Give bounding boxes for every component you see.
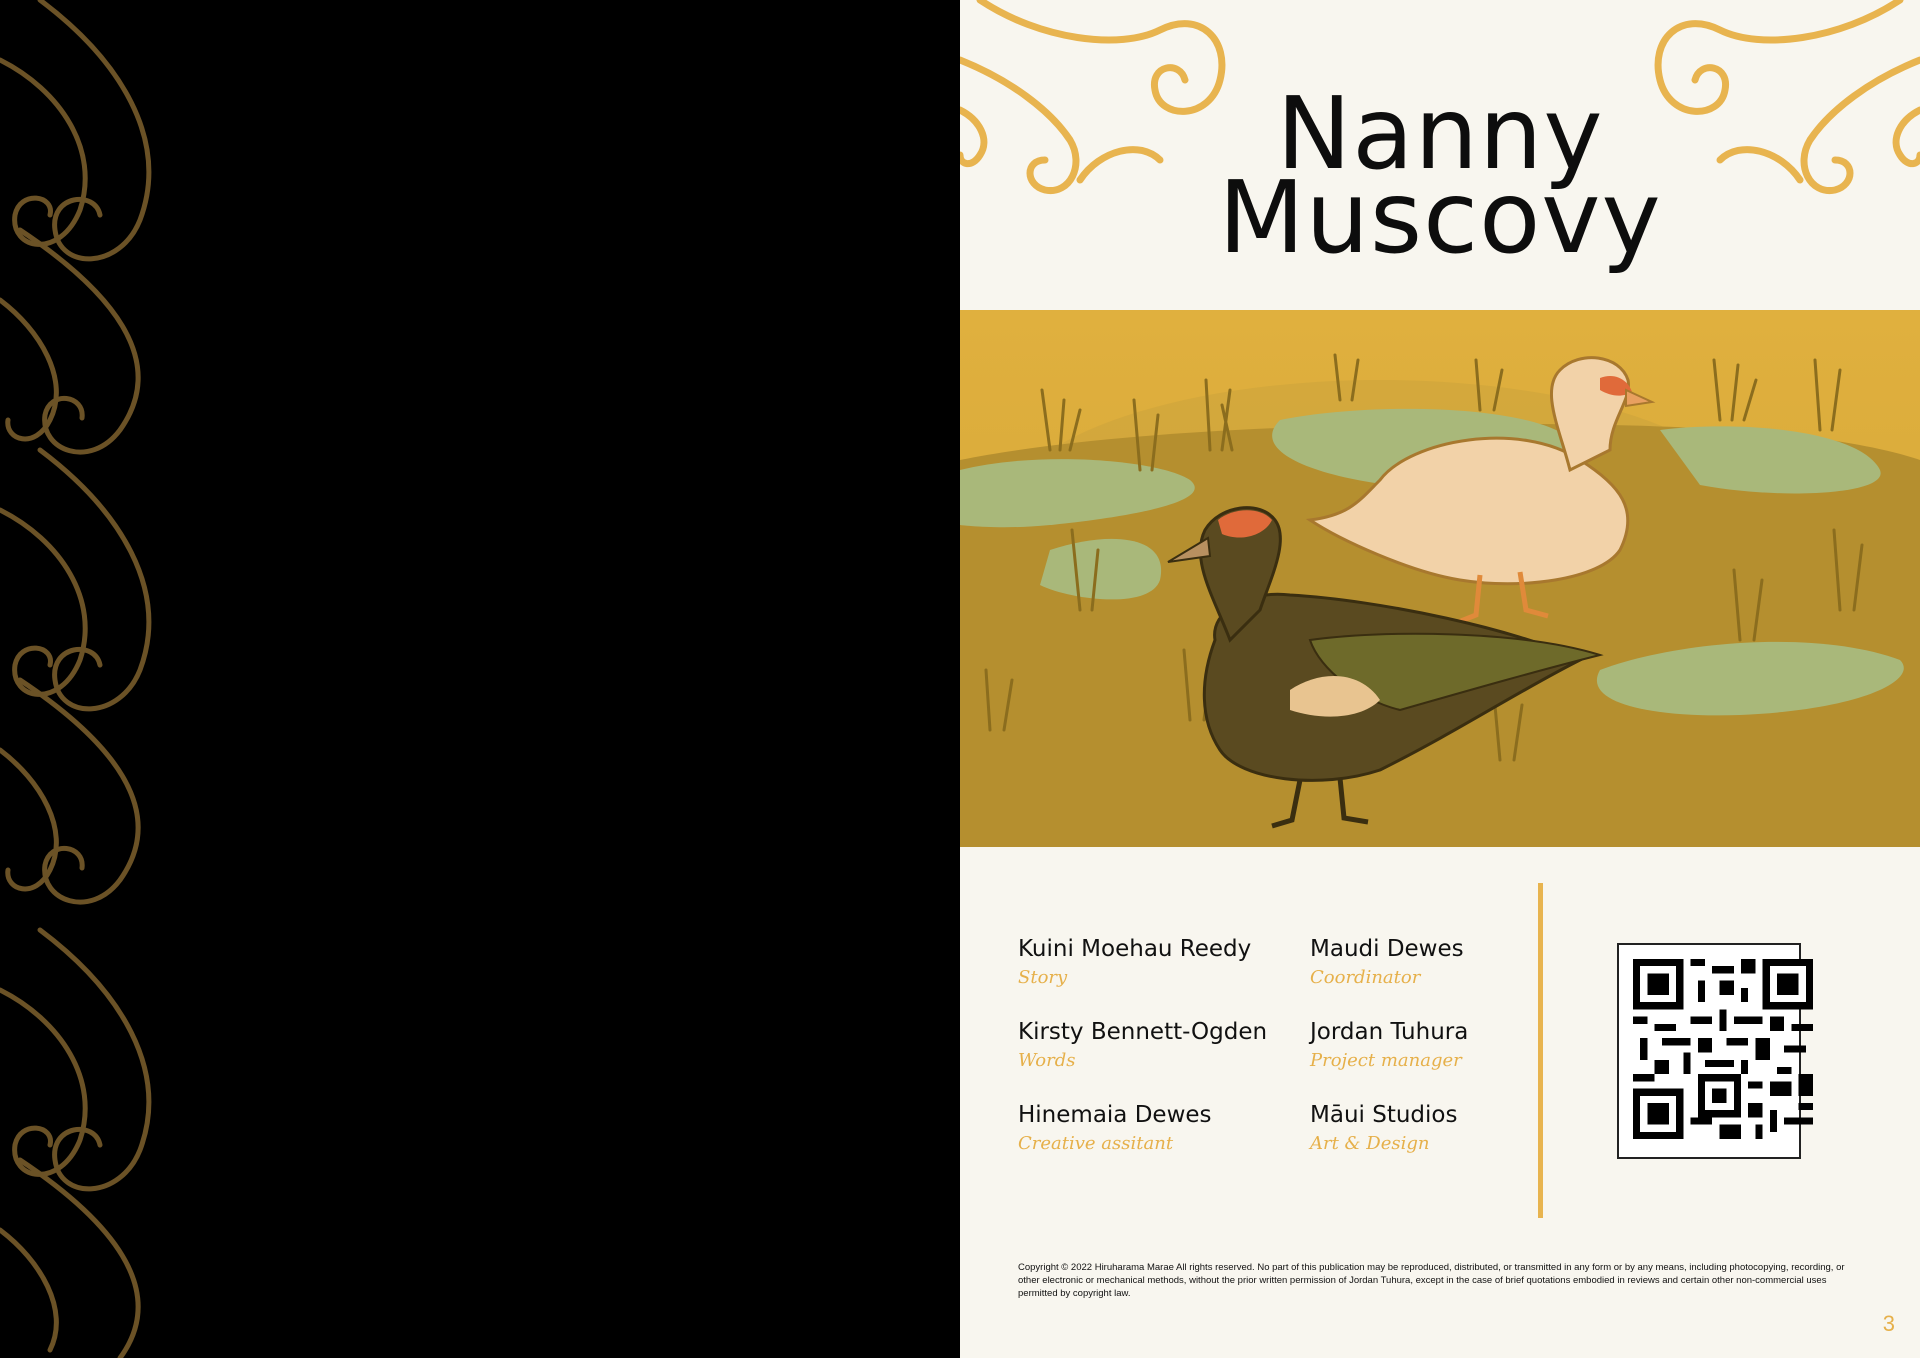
credit-item <box>1018 1101 1298 1159</box>
koru-swirl <box>0 930 149 1358</box>
credit-name: Māui Studios <box>1310 1102 1458 1128</box>
credit-name: Jordan Tuhura <box>1310 1019 1469 1045</box>
page-number: 3 <box>1882 1311 1895 1336</box>
book-title-line2: Muscovy <box>1218 159 1662 276</box>
koru-swirl <box>0 450 149 902</box>
credit-role: Creative assitant <box>1018 1133 1174 1154</box>
credit-role: Art & Design <box>1310 1133 1430 1154</box>
credit-name: Kuini Moehau Reedy <box>1018 936 1252 962</box>
book-title-line1: Nanny <box>1276 75 1604 192</box>
credit-item <box>1018 1018 1298 1076</box>
credit-item <box>1310 1018 1590 1076</box>
right-page <box>960 0 1920 1358</box>
credit-role: Words <box>1018 1050 1076 1071</box>
copyright-notice: Copyright © 2022 Hiruharama Marae All rights reserved. No part of this publication may be reproduced, distributed, or transmitted in any form or by any means, including photocopying, recording, or other electronic or mechanical methods, without the prior written permission of Jordan Tuhura, except in the case of brief quotations embodied in reviews and certain other non-commercial uses permitted by copyright law. <box>1018 1262 1845 1299</box>
credit-name: Kirsty Bennett-Ogden <box>1018 1019 1268 1045</box>
qr-code-icon[interactable] <box>1617 943 1801 1159</box>
credits-section <box>1018 935 1578 1195</box>
credit-item <box>1310 1101 1590 1159</box>
muscovy-ducks-illustration <box>960 310 1920 847</box>
credit-item <box>1310 935 1590 993</box>
credit-role: Project manager <box>1310 1050 1462 1071</box>
qr-code-icon <box>1633 959 1813 1139</box>
credit-item <box>1018 935 1298 993</box>
credit-name: Maudi Dewes <box>1310 936 1464 962</box>
koru-border-pattern <box>0 0 200 1358</box>
credit-role: Coordinator <box>1310 967 1421 988</box>
vertical-divider <box>1538 883 1543 1218</box>
credit-role: Story <box>1018 967 1068 988</box>
koru-swirl <box>0 0 149 452</box>
credit-name: Hinemaia Dewes <box>1018 1102 1212 1128</box>
